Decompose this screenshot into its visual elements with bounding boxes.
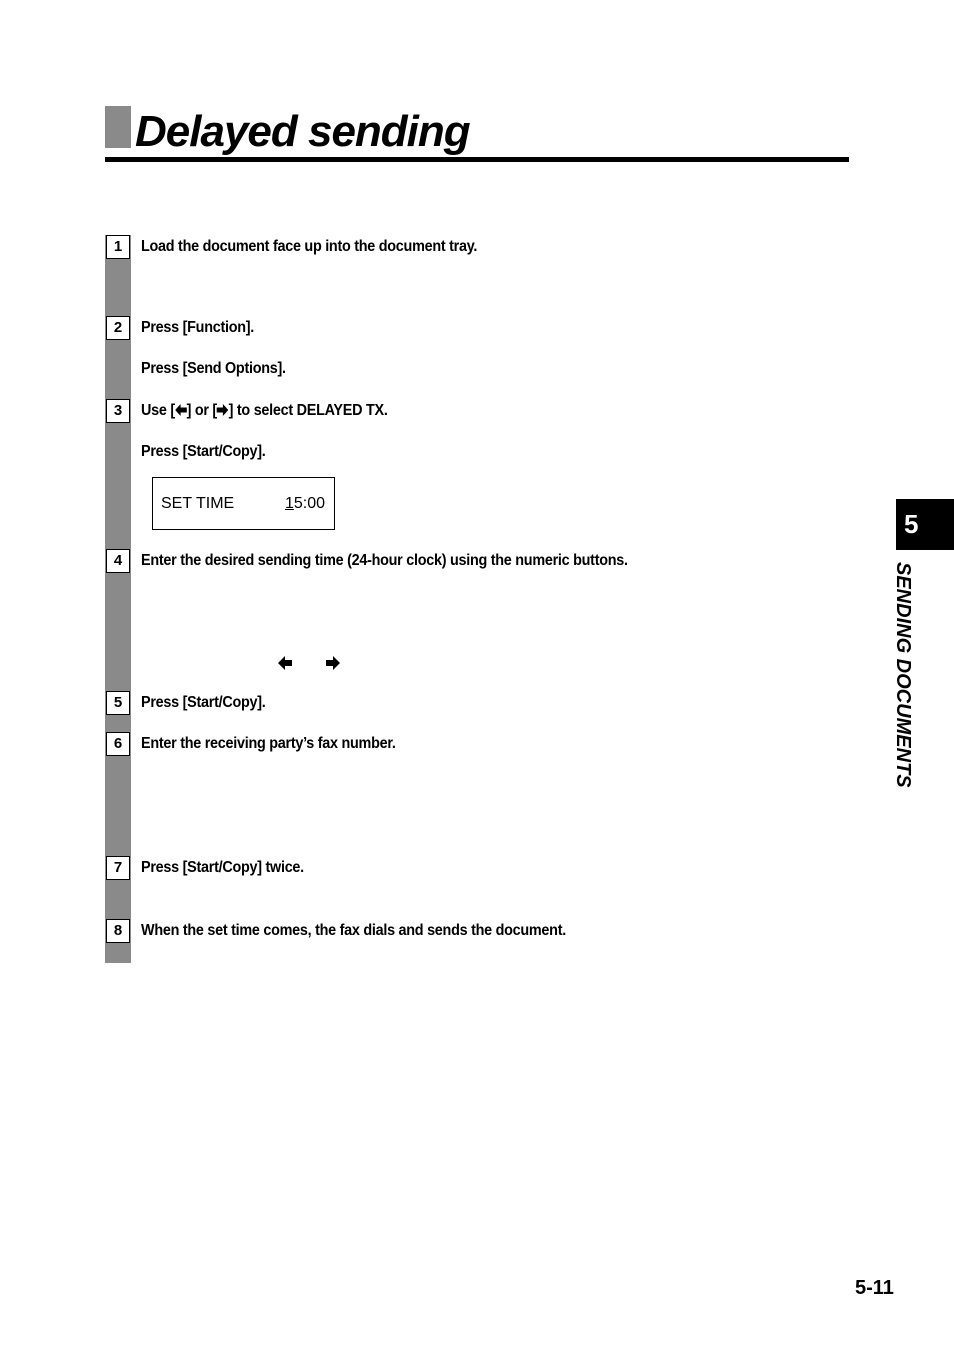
step-number: 6 [106, 732, 130, 756]
right-arrow-icon [217, 404, 229, 416]
title-rule [105, 157, 849, 162]
lcd-label: SET TIME [161, 495, 235, 512]
step-number: 3 [106, 399, 130, 423]
step-6-text: Enter the receiving party’s fax number. [141, 735, 396, 752]
step-number: 5 [106, 691, 130, 715]
step-3-text-c: ] to select DELAYED TX. [228, 402, 388, 419]
step-8-text: When the set time comes, the fax dials and sends the document. [141, 922, 566, 939]
step-2-text-2: Press [Send Options]. [141, 360, 286, 377]
lcd-value-rest: 5:00 [293, 495, 326, 512]
section-tab: 5 [896, 499, 954, 550]
lcd-display [152, 477, 335, 530]
step-number: 7 [106, 856, 130, 880]
left-arrow-icon [175, 404, 187, 416]
page-title: Delayed sending [135, 107, 470, 156]
step-3-text [141, 400, 388, 422]
title-accent-block [105, 106, 131, 148]
step-3-text-a: Use [ [141, 402, 175, 419]
step-3-text-b: ] or [ [186, 402, 217, 419]
step-5-text: Press [Start/Copy]. [141, 694, 266, 711]
right-arrow-icon [326, 656, 340, 670]
step-number: 1 [106, 235, 130, 259]
step-3-text-2: Press [Start/Copy]. [141, 443, 266, 460]
step-4-text: Enter the desired sending time (24-hour clock) using the numeric buttons. [141, 552, 628, 569]
step-7-text: Press [Start/Copy] twice. [141, 859, 304, 876]
page-number: 5-11 [855, 1277, 894, 1299]
section-label: SENDING DOCUMENTS [892, 562, 914, 788]
lcd-cursor-digit: 1 [285, 495, 294, 512]
step-1-text: Load the document face up into the document tray. [141, 238, 478, 255]
left-arrow-icon [278, 656, 292, 670]
lcd-value [285, 478, 325, 529]
step-number: 2 [106, 316, 130, 340]
step-number: 4 [106, 549, 130, 573]
step-2-text: Press [Function]. [141, 319, 255, 336]
step-number: 8 [106, 919, 130, 943]
